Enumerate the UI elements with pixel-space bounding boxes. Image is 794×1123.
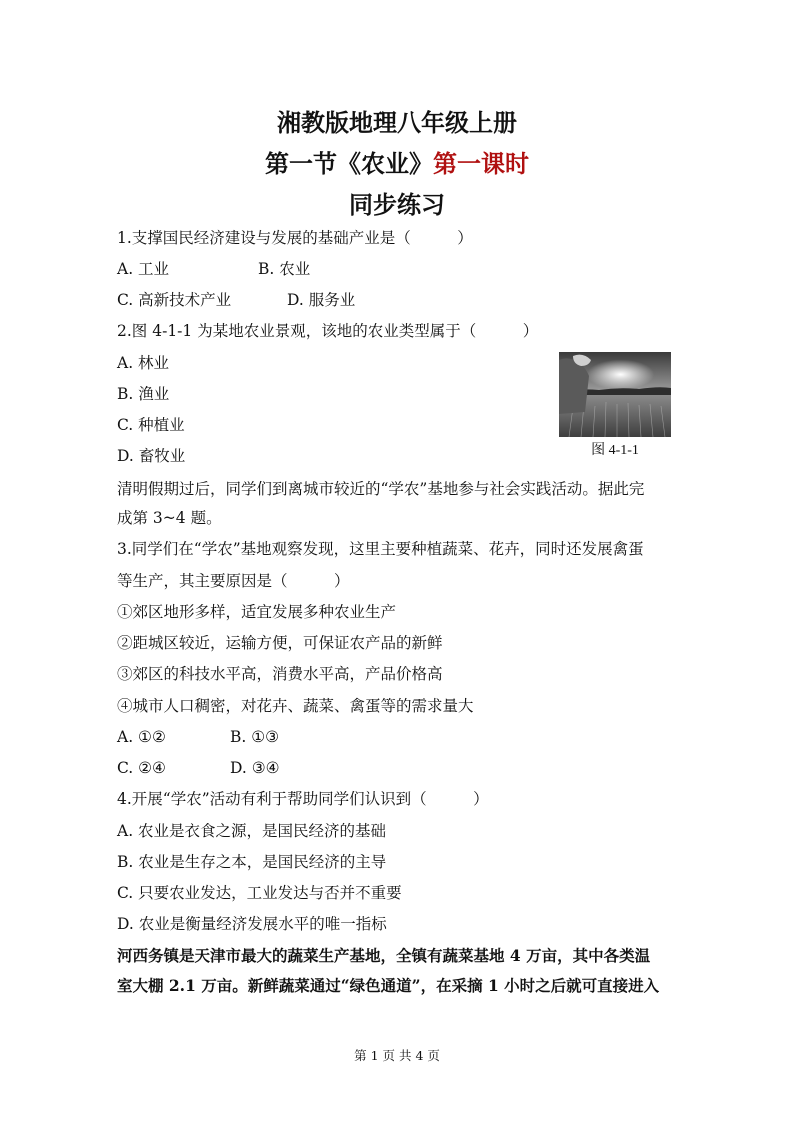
- q1-option-b: B. 农业: [258, 260, 311, 278]
- exercise-title: 同步练习: [349, 193, 445, 219]
- intro-next-line1: 河西务镇是天津市最大的蔬菜生产基地，全镇有蔬菜基地 4 万亩，其中各类温: [117, 946, 651, 965]
- q2-option-b: B. 渔业: [117, 385, 170, 403]
- lesson-title-period: 第一课时: [433, 152, 529, 178]
- q4-option-c: C. 只要农业发达，工业发达与否并不重要: [117, 884, 402, 902]
- q3-statement-2: ②距城区较近，运输方便，可保证农产品的新鲜: [117, 634, 443, 652]
- q3-option-b: B. ①③: [230, 728, 280, 746]
- q4-option-a: A. 农业是衣食之源，是国民经济的基础: [117, 822, 387, 840]
- page-footer: 第 1 页 共 4 页: [354, 1048, 440, 1063]
- lesson-title: [0, 144, 794, 179]
- q3-stem-line1: 3.同学们在“学农”基地观察发现，这里主要种植蔬菜、花卉，同时还发展禽蛋: [117, 540, 644, 558]
- figure-caption: 图 4-1-1: [591, 443, 639, 458]
- q3-statement-4: ④城市人口稠密，对花卉、蔬菜、禽蛋等的需求量大: [117, 697, 474, 715]
- lesson-title-section: 第一节《农业》: [265, 152, 433, 178]
- q3-stem-line2: 等生产，其主要原因是（ ）: [117, 572, 350, 590]
- intro-3-4-line2: 成第 3~4 题。: [117, 509, 222, 527]
- q2-option-a: A. 林业: [117, 354, 170, 372]
- q4-option-b: B. 农业是生存之本，是国民经济的主导: [117, 853, 387, 871]
- q1-option-c: C. 高新技术产业: [117, 291, 232, 309]
- intro-next-line2: 室大棚 2.1 万亩。新鲜蔬菜通过“绿色通道”，在采摘 1 小时之后就可直接进入: [117, 976, 660, 995]
- q2-option-d: D. 畜牧业: [117, 447, 186, 465]
- q3-option-c: C. ②④: [117, 759, 166, 777]
- q1-option-a: A. 工业: [117, 260, 170, 278]
- farm-landscape-photo: [559, 352, 671, 437]
- q3-statement-1: ①郊区地形多样，适宜发展多种农业生产: [117, 603, 397, 621]
- intro-3-4-line1: 清明假期过后，同学们到离城市较近的“学农”基地参与社会实践活动。据此完: [117, 480, 645, 498]
- q4-option-d: D. 农业是衡量经济发展水平的唯一指标: [117, 915, 387, 933]
- q1-stem: 1.支撑国民经济建设与发展的基础产业是（ ）: [117, 229, 473, 247]
- q1-option-d: D. 服务业: [287, 291, 356, 309]
- q4-stem: 4.开展“学农”活动有利于帮助同学们认识到（ ）: [117, 790, 489, 808]
- q3-option-a: A. ①②: [117, 728, 166, 746]
- q2-stem: 2.图 4-1-1 为某地农业景观，该地的农业类型属于（ ）: [117, 322, 539, 340]
- q3-option-d: D. ③④: [230, 759, 280, 777]
- q2-option-c: C. 种植业: [117, 416, 185, 434]
- q3-statement-3: ③郊区的科技水平高，消费水平高，产品价格高: [117, 665, 443, 683]
- document-title: 湘教版地理八年级上册: [277, 111, 517, 137]
